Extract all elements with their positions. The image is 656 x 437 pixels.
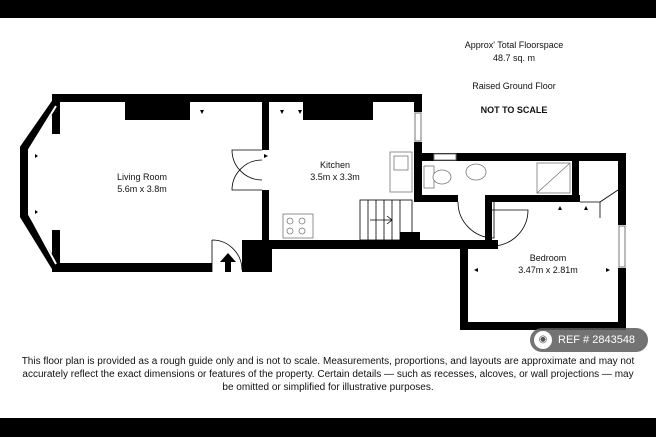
disclaimer-text: This floor plan is provided as a rough guide only and is not to scale. Measurements, proportions, and layouts are approximate and may not accurately reflect the exact dimensions or features of the property. Certain details — such as recesses, alcoves, or wall projections — may be omitted or simplified for illustrative purposes. [21,356,635,393]
window-bathroom [434,154,456,160]
wall-living-bottom [52,263,212,272]
wall-living-kitchen-top [262,102,269,150]
wall-bedroom-right-bottom [618,268,626,330]
bay-window-frame [24,102,56,268]
room-kitchen-size: 3.5m x 3.3m [310,172,360,182]
kitchen-step-block [400,232,420,240]
floorspace-title: Approx' Total Floorspace [464,40,564,50]
entrance-arrow-icon [220,253,236,272]
room-kitchen [285,159,385,183]
wall-living-kitchen-bottom [262,190,269,240]
camera-icon: ◉ [534,331,552,349]
wall-bathroom-bottom-left [414,195,458,202]
kitchen-hob [283,214,313,238]
room-living-size: 5.6m x 3.8m [117,184,167,194]
window-bedroom [619,226,625,267]
room-bedroom [498,252,598,276]
toilet-cistern [424,166,434,188]
wall-bedroom-left [460,249,468,330]
reference-badge [530,328,648,352]
room-living-name: Living Room [116,172,168,182]
bay-window [24,102,56,268]
scale-note: NOT TO SCALE [480,105,548,115]
wall-bathroom-right [572,161,579,202]
floorspace-value: 48.7 sq. m [492,53,536,63]
wall-bedroom-left-upper [485,202,492,249]
wall-bathroom-bottom-right [485,195,580,202]
bathroom-fixtures [424,163,570,193]
washbasin [466,164,486,180]
floor-level-label: Raised Ground Floor [472,81,556,91]
wall-bedroom-right-top [618,153,626,225]
walls [52,94,626,330]
door-living-kitchen-lower [232,160,262,190]
room-bedroom-size: 3.47m x 2.81m [518,265,578,275]
floorspace-info [414,39,614,65]
window-kitchen [415,113,421,141]
kitchen-sink-bowl [394,156,408,170]
wall-kitchen-bottom [262,240,498,249]
chimney-breast-kitchen [303,102,373,120]
door-living-kitchen-upper [232,150,262,180]
room-living [92,171,192,195]
toilet-bowl [433,170,451,184]
door-cupboard [580,190,618,218]
room-kitchen-name: Kitchen [319,160,351,170]
wall-kitchen-right-bottom [414,142,422,200]
chimney-breast-living [125,102,190,120]
reference-text: REF # 2843548 [558,334,636,346]
room-bedroom-name: Bedroom [529,253,567,263]
wall-top-main [52,94,422,102]
